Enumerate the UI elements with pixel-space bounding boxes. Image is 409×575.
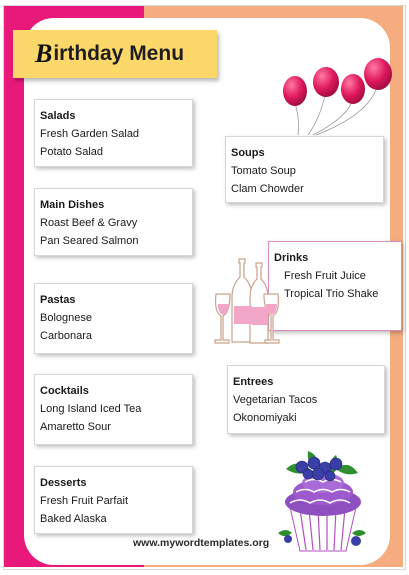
title-text: irthday Menu	[53, 42, 185, 65]
menu-item: Fresh Fruit Juice	[284, 270, 366, 282]
section-heading: Entrees	[233, 376, 274, 388]
menu-item: Long Island Iced Tea	[40, 403, 142, 415]
section-desserts	[34, 466, 193, 534]
menu-item: Vegetarian Tacos	[233, 394, 318, 406]
bottles-glasses-illustration	[212, 256, 284, 351]
section-heading: Soups	[231, 147, 265, 159]
menu-item: Bolognese	[40, 312, 92, 324]
menu-item: Fresh Garden Salad	[40, 128, 140, 140]
menu-item: Okonomiyaki	[233, 412, 297, 424]
section-heading: Pastas	[40, 294, 76, 306]
cupcake-illustration	[278, 447, 368, 555]
section-heading: Drinks	[274, 252, 309, 264]
menu-item: Carbonara	[40, 330, 92, 342]
menu-item: Tropical Trio Shake	[284, 288, 379, 300]
section-main-dishes	[34, 188, 193, 256]
section-pastas	[34, 283, 193, 354]
menu-item: Baked Alaska	[40, 513, 107, 525]
menu-item: Pan Seared Salmon	[40, 235, 139, 247]
menu-item: Amaretto Sour	[40, 421, 111, 433]
section-entrees	[227, 365, 385, 434]
section-drinks	[268, 241, 402, 331]
section-heading: Desserts	[40, 477, 87, 489]
menu-item: Fresh Fruit Parfait	[40, 495, 129, 507]
section-heading: Main Dishes	[40, 199, 105, 211]
menu-item: Potato Salad	[40, 146, 103, 158]
footer-url: www.mywordtemplates.org	[133, 537, 270, 549]
menu-item: Tomato Soup	[231, 165, 296, 177]
section-cocktails	[34, 374, 193, 445]
section-soups	[225, 136, 384, 203]
balloons-illustration	[278, 55, 398, 140]
section-heading: Cocktails	[40, 385, 89, 397]
menu-item: Roast Beef & Gravy	[40, 217, 138, 229]
title-initial: B	[35, 39, 53, 68]
title-banner	[13, 30, 217, 78]
section-heading: Salads	[40, 110, 76, 122]
menu-item: Clam Chowder	[231, 183, 304, 195]
section-salads	[34, 99, 193, 167]
